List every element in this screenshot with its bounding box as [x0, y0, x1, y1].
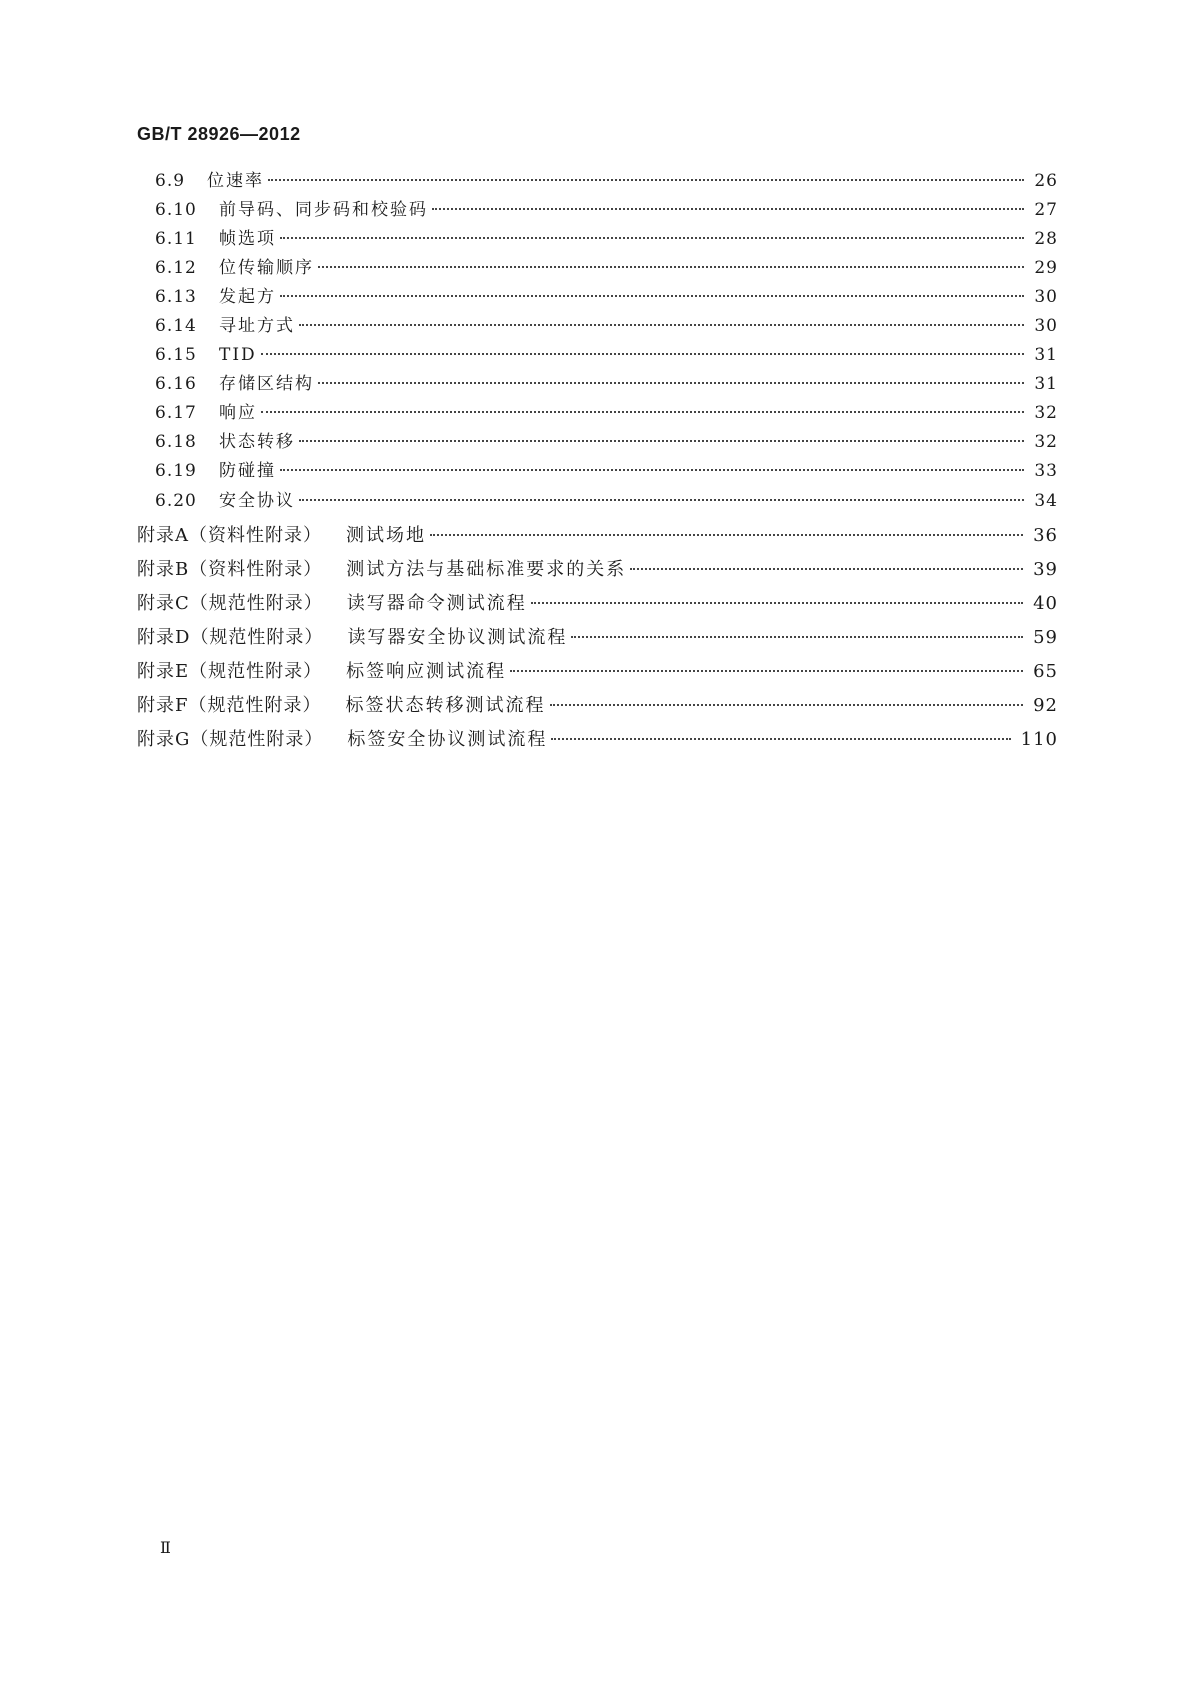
- toc-entry-6-9[interactable]: [155, 170, 1058, 192]
- toc-leader: [510, 670, 1023, 672]
- toc-page: 31: [1034, 374, 1058, 394]
- toc-leader: [550, 704, 1024, 706]
- toc-number: 6.13: [155, 287, 197, 307]
- toc-leader: [531, 602, 1023, 604]
- toc-entry-annex-g[interactable]: [137, 729, 1058, 751]
- toc-number: 6.17: [155, 403, 197, 423]
- toc-page: 36: [1033, 525, 1058, 546]
- toc-title: 安全协议: [219, 491, 295, 511]
- toc-page: 30: [1034, 287, 1058, 307]
- toc-title: 响应: [219, 403, 257, 423]
- annex-label: 附录B: [137, 559, 190, 580]
- toc-page: 59: [1033, 627, 1058, 648]
- toc-title: 标签安全协议测试流程: [347, 729, 548, 750]
- toc-number: 6.18: [155, 432, 197, 452]
- toc-entry-6-15[interactable]: [155, 344, 1058, 366]
- toc-title: 标签状态转移测试流程: [345, 695, 546, 716]
- toc-title: 存储区结构: [219, 374, 314, 394]
- toc-title: 位速率: [207, 171, 264, 191]
- toc-page: 33: [1034, 461, 1058, 481]
- toc-page: 29: [1034, 258, 1058, 278]
- annex-type: （规范性附录）: [188, 695, 322, 716]
- toc-leader: [280, 237, 1024, 239]
- toc-page: 27: [1034, 200, 1058, 220]
- toc-title: 测试场地: [346, 525, 426, 546]
- toc-number: 6.9: [155, 171, 186, 191]
- toc-entry-6-19[interactable]: [155, 460, 1058, 482]
- toc-number: 6.19: [155, 461, 197, 481]
- annex-label: 附录G: [137, 729, 191, 750]
- toc-title: 帧选项: [219, 229, 276, 249]
- standard-code: GB/T 28926—2012: [137, 124, 301, 144]
- toc-title: 读写器命令测试流程: [346, 593, 527, 614]
- toc-leader: [261, 353, 1024, 355]
- toc-number: 6.12: [155, 258, 197, 278]
- toc-entry-6-16[interactable]: [155, 373, 1058, 395]
- toc-title: 寻址方式: [219, 316, 295, 336]
- toc-page: 65: [1033, 661, 1058, 682]
- toc-leader: [318, 382, 1024, 384]
- toc-page: 40: [1033, 593, 1058, 614]
- toc-number: 6.11: [155, 229, 197, 249]
- page-number: Ⅱ: [160, 1538, 171, 1557]
- toc-leader: [299, 324, 1024, 326]
- toc-number: 6.16: [155, 374, 197, 394]
- toc-number: 6.14: [155, 316, 197, 336]
- toc-page: 92: [1033, 695, 1058, 716]
- toc-leader: [571, 636, 1023, 638]
- annex-type: （规范性附录）: [190, 729, 324, 750]
- annex-type: （资料性附录）: [189, 525, 322, 546]
- toc-leader: [432, 208, 1024, 210]
- toc-page: 32: [1034, 403, 1058, 423]
- toc-entry-annex-f[interactable]: [137, 695, 1058, 717]
- annex-type: （规范性附录）: [189, 593, 323, 614]
- toc-page: 34: [1034, 491, 1058, 511]
- toc-page: 110: [1020, 729, 1058, 750]
- annex-label: 附录A: [137, 525, 189, 546]
- toc-title: 标签响应测试流程: [346, 661, 507, 682]
- toc-leader: [268, 179, 1024, 181]
- toc-entry-annex-e[interactable]: [137, 661, 1058, 683]
- toc-entry-annex-d[interactable]: [137, 627, 1058, 649]
- toc-leader: [318, 266, 1024, 268]
- toc-leader: [630, 568, 1023, 570]
- toc-number: 6.20: [155, 491, 197, 511]
- toc-leader: [551, 738, 1010, 740]
- toc-title: 状态转移: [219, 432, 295, 452]
- toc-leader: [261, 411, 1024, 413]
- annex-type: （资料性附录）: [189, 559, 323, 580]
- toc-title: 读写器安全协议测试流程: [347, 627, 568, 648]
- annex-label: 附录E: [137, 661, 190, 682]
- toc-entry-6-13[interactable]: [155, 286, 1058, 308]
- annex-label: 附录C: [137, 593, 190, 614]
- toc-entry-6-11[interactable]: [155, 228, 1058, 250]
- toc-page: 30: [1034, 316, 1058, 336]
- toc-page: 32: [1034, 432, 1058, 452]
- annex-type: （规范性附录）: [190, 627, 324, 648]
- toc-page: 26: [1034, 171, 1058, 191]
- toc-title: 位传输顺序: [219, 258, 314, 278]
- toc-entry-6-20[interactable]: [155, 490, 1058, 512]
- toc-leader: [280, 295, 1024, 297]
- toc-title: 前导码、同步码和校验码: [219, 200, 428, 220]
- annex-type: （规范性附录）: [189, 661, 323, 682]
- toc-entry-6-17[interactable]: [155, 402, 1058, 424]
- toc-entry-6-14[interactable]: [155, 315, 1058, 337]
- toc-leader: [430, 534, 1023, 536]
- toc-entry-annex-b[interactable]: [137, 559, 1058, 581]
- toc-page: 31: [1034, 345, 1058, 365]
- annex-label: 附录D: [137, 627, 191, 648]
- toc-title: 发起方: [219, 287, 276, 307]
- toc-page: 39: [1033, 559, 1058, 580]
- toc-entry-6-18[interactable]: [155, 431, 1058, 453]
- toc-entry-6-12[interactable]: [155, 257, 1058, 279]
- toc-leader: [299, 499, 1024, 501]
- annex-label: 附录F: [137, 695, 189, 716]
- toc-title: TID: [219, 345, 257, 365]
- toc-title: 测试方法与基础标准要求的关系: [346, 559, 627, 580]
- toc-entry-annex-c[interactable]: [137, 593, 1058, 615]
- toc-leader: [299, 440, 1024, 442]
- toc-number: 6.10: [155, 200, 197, 220]
- toc-entry-annex-a[interactable]: [137, 525, 1058, 547]
- toc-entry-6-10[interactable]: [155, 199, 1058, 221]
- toc-page: 28: [1034, 229, 1058, 249]
- toc-number: 6.15: [155, 345, 197, 365]
- toc-leader: [280, 469, 1024, 471]
- toc-title: 防碰撞: [219, 461, 276, 481]
